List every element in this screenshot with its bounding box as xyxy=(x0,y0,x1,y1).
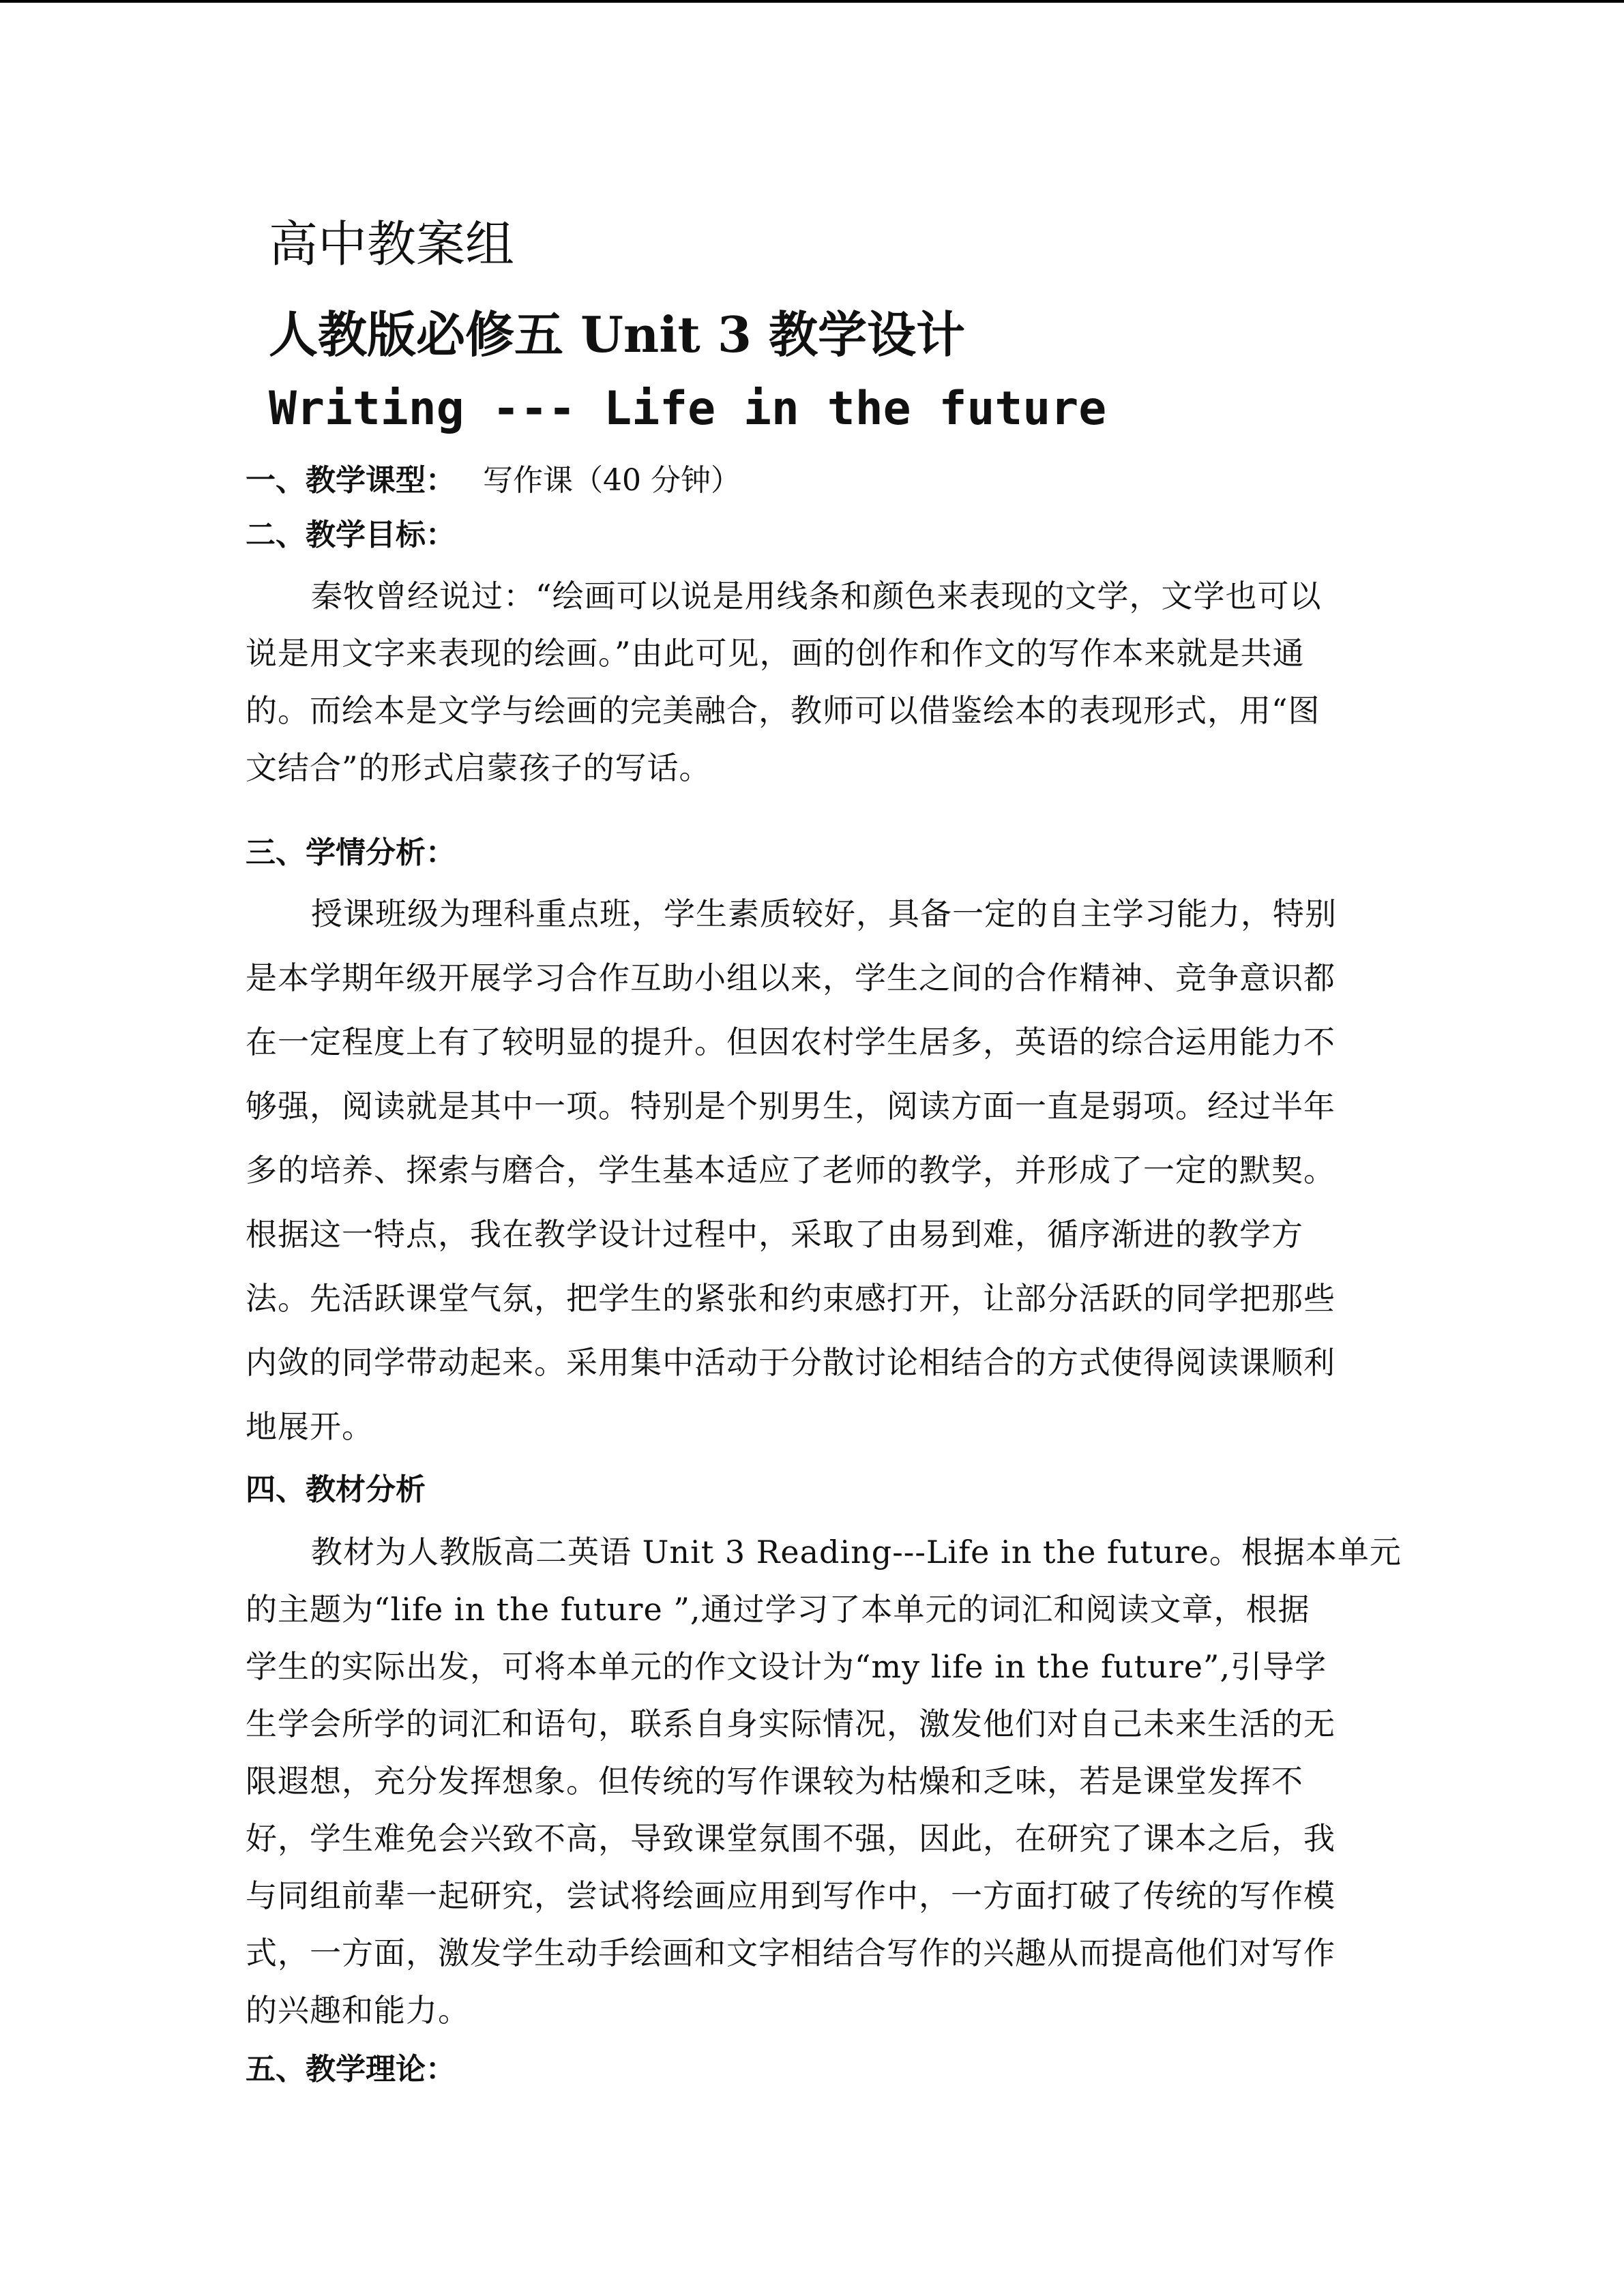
paragraph-line: 文结合”的形式启蒙孩子的写话。 xyxy=(246,749,711,786)
lesson-subtitle: Writing --- Life in the future xyxy=(269,382,1107,436)
paragraph-line: 的。而绘本是文学与绘画的完美融合，教师可以借鉴绘本的表现形式，用“图 xyxy=(246,692,1320,729)
paragraph-line: 秦牧曾经说过：“绘画可以说是用线条和颜色来表现的文学，文学也可以 xyxy=(311,578,1322,614)
paragraph-line: 够强，阅读就是其中一项。特别是个别男生，阅读方面一直是弱项。经过半年 xyxy=(246,1088,1335,1124)
section-1-heading xyxy=(246,456,741,499)
section-4-heading: 四、教材分析 xyxy=(246,1472,426,1507)
paragraph-line: 内敛的同学带动起来。采用集中活动于分散讨论相结合的方式使得阅读课顺利 xyxy=(246,1344,1335,1381)
section-2-heading: 二、教学目标： xyxy=(246,518,456,552)
paragraph-line: 地展开。 xyxy=(246,1408,374,1445)
paragraph-line: 授课班级为理科重点班，学生素质较好，具备一定的自主学习能力，特别 xyxy=(311,895,1337,932)
paragraph-line: 的兴趣和能力。 xyxy=(246,1992,470,2029)
paragraph-line: 教材为人教版高二英语 Unit 3 Reading---Life in the future。根据本单元 xyxy=(311,1534,1402,1570)
paragraph-line: 生学会所学的词汇和语句，联系自身实际情况，激发他们对自己未来生活的无 xyxy=(246,1705,1335,1742)
section-1-label: 一、教学课型： xyxy=(246,463,456,498)
section-5-heading: 五、教学理论： xyxy=(246,2052,456,2087)
lesson-title: 人教版必修五 Unit 3 教学设计 xyxy=(269,305,966,363)
paragraph-line: 的主题为“life in the future ”,通过学习了本单元的词汇和阅读文章，根据 xyxy=(246,1591,1310,1628)
paragraph-line: 是本学期年级开展学习合作互助小组以来，学生之间的合作精神、竞争意识都 xyxy=(246,959,1335,996)
paragraph-line: 好，学生难免会兴致不高，导致课堂氛围不强，因此，在研究了课本之后，我 xyxy=(246,1820,1335,1857)
section-3-heading: 三、学情分析： xyxy=(246,835,456,870)
paragraph-line: 在一定程度上有了较明显的提升。但因农村学生居多，英语的综合运用能力不 xyxy=(246,1024,1335,1060)
paragraph-line: 学生的实际出发，可将本单元的作文设计为“my life in the future”,引导学 xyxy=(246,1648,1327,1685)
paragraph-line: 说是用文字来表现的绘画。”由此可见，画的创作和作文的写作本来就是共通 xyxy=(246,635,1305,672)
group-title: 高中教案组 xyxy=(269,215,515,273)
paragraph-line: 根据这一特点，我在教学设计过程中，采取了由易到难，循序渐进的教学方 xyxy=(246,1216,1303,1253)
paragraph-line: 式，一方面，激发学生动手绘画和文字相结合写作的兴趣从而提高他们对写作 xyxy=(246,1935,1335,1971)
section-1-value: 写作课（40 分钟） xyxy=(483,463,741,498)
paragraph-line: 多的培养、探索与磨合，学生基本适应了老师的教学，并形成了一定的默契。 xyxy=(246,1152,1335,1189)
paragraph-line: 法。先活跃课堂气氛，把学生的紧张和约束感打开，让部分活跃的同学把那些 xyxy=(246,1280,1335,1317)
paragraph-line: 与同组前辈一起研究，尝试将绘画应用到写作中，一方面打破了传统的写作模 xyxy=(246,1877,1335,1914)
paragraph-line: 限遐想，充分发挥想象。但传统的写作课较为枯燥和乏味，若是课堂发挥不 xyxy=(246,1763,1303,1800)
